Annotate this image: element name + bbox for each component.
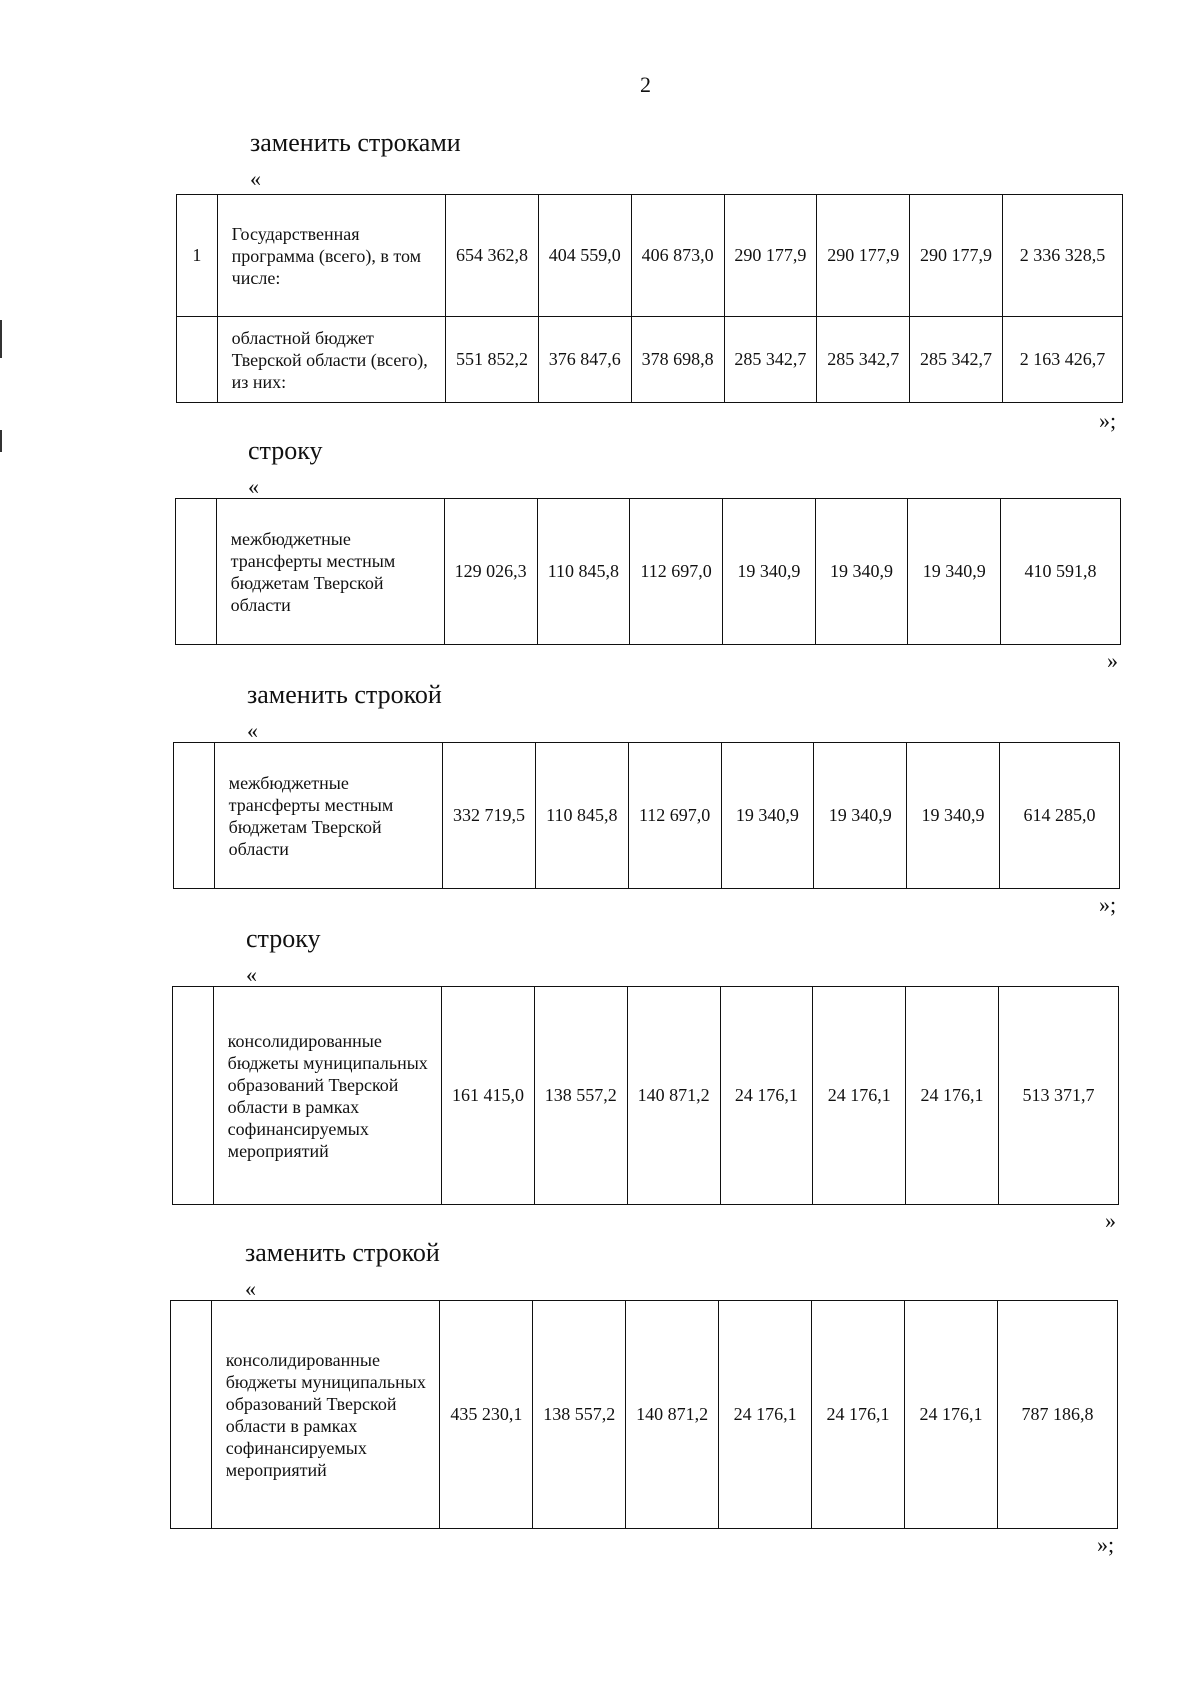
value-cell: 19 340,9 xyxy=(722,499,815,645)
value-cell: 290 177,9 xyxy=(817,195,910,317)
value-cell: 654 362,8 xyxy=(446,195,539,317)
table-row xyxy=(177,317,1123,403)
table-row xyxy=(174,743,1120,889)
quote-close: »; xyxy=(1099,408,1117,433)
value-cell: 376 847,6 xyxy=(538,317,631,403)
value-cell: 140 871,2 xyxy=(627,987,720,1205)
quote-close: » xyxy=(1107,648,1118,673)
page-number: 2 xyxy=(640,72,651,97)
row-name: консолидированные бюджеты муниципальных образований Тверской области в рамках софинансируемых мероприятий xyxy=(213,987,441,1205)
value-cell: 138 557,2 xyxy=(534,987,627,1205)
value-cell: 112 697,0 xyxy=(628,743,721,889)
quote-open: « xyxy=(245,1276,256,1301)
value-cell: 19 340,9 xyxy=(907,743,1000,889)
row-name: областной бюджет Тверской области (всего), из них: xyxy=(217,317,445,403)
total-cell: 2 336 328,5 xyxy=(1002,195,1122,317)
quote-close: »; xyxy=(1097,1532,1115,1557)
value-cell: 285 342,7 xyxy=(817,317,910,403)
value-cell: 435 230,1 xyxy=(440,1301,533,1529)
row-number xyxy=(174,743,215,889)
value-cell: 290 177,9 xyxy=(910,195,1003,317)
quote-open: « xyxy=(248,474,259,499)
value-cell: 19 340,9 xyxy=(721,743,814,889)
scan-edge-mark xyxy=(0,320,2,358)
total-cell: 2 163 426,7 xyxy=(1002,317,1122,403)
row-number xyxy=(176,499,217,645)
value-cell: 24 176,1 xyxy=(720,987,813,1205)
table-row xyxy=(171,1301,1118,1529)
value-cell: 24 176,1 xyxy=(812,1301,905,1529)
quote-open: « xyxy=(247,718,258,743)
section-heading: строку xyxy=(246,924,321,953)
value-cell: 551 852,2 xyxy=(446,317,539,403)
value-cell: 24 176,1 xyxy=(906,987,999,1205)
quote-close: »; xyxy=(1099,892,1117,917)
value-cell: 19 340,9 xyxy=(908,499,1001,645)
value-cell: 378 698,8 xyxy=(631,317,724,403)
quote-open: « xyxy=(246,962,257,987)
value-cell: 110 845,8 xyxy=(535,743,628,889)
replacement-table xyxy=(170,1300,1118,1529)
replacement-table xyxy=(173,742,1120,889)
total-cell: 513 371,7 xyxy=(998,987,1118,1205)
total-cell: 410 591,8 xyxy=(1001,499,1121,645)
value-cell: 161 415,0 xyxy=(442,987,535,1205)
original-row-table xyxy=(172,986,1119,1205)
section-heading: строку xyxy=(248,436,323,465)
row-name: Государственная программа (всего), в том числе: xyxy=(217,195,445,317)
row-number xyxy=(173,987,214,1205)
section-heading: заменить строками xyxy=(250,128,461,157)
value-cell: 19 340,9 xyxy=(815,499,908,645)
value-cell: 19 340,9 xyxy=(814,743,907,889)
value-cell: 285 342,7 xyxy=(724,317,817,403)
table-row xyxy=(173,987,1119,1205)
value-cell: 24 176,1 xyxy=(813,987,906,1205)
value-cell: 290 177,9 xyxy=(724,195,817,317)
row-name: межбюджетные трансферты местным бюджетам Тверской области xyxy=(216,499,444,645)
value-cell: 112 697,0 xyxy=(630,499,723,645)
section-heading: заменить строкой xyxy=(245,1238,440,1267)
total-cell: 787 186,8 xyxy=(997,1301,1117,1529)
value-cell: 24 176,1 xyxy=(719,1301,812,1529)
value-cell: 140 871,2 xyxy=(626,1301,719,1529)
table-row xyxy=(177,195,1123,317)
row-name: консолидированные бюджеты муниципальных образований Тверской области в рамках софинансируемых мероприятий xyxy=(211,1301,440,1529)
value-cell: 110 845,8 xyxy=(537,499,630,645)
table-row xyxy=(176,499,1121,645)
quote-open: « xyxy=(250,166,261,191)
row-number xyxy=(171,1301,212,1529)
value-cell: 406 873,0 xyxy=(631,195,724,317)
value-cell: 138 557,2 xyxy=(533,1301,626,1529)
row-number: 1 xyxy=(177,195,218,317)
value-cell: 285 342,7 xyxy=(910,317,1003,403)
quote-close: » xyxy=(1105,1208,1116,1233)
value-cell: 24 176,1 xyxy=(904,1301,997,1529)
original-row-table xyxy=(175,498,1121,645)
value-cell: 332 719,5 xyxy=(443,743,536,889)
section-heading: заменить строкой xyxy=(247,680,442,709)
total-cell: 614 285,0 xyxy=(999,743,1119,889)
value-cell: 129 026,3 xyxy=(444,499,537,645)
value-cell: 404 559,0 xyxy=(538,195,631,317)
row-number xyxy=(177,317,218,403)
replacement-table xyxy=(176,194,1123,403)
row-name: межбюджетные трансферты местным бюджетам Тверской области xyxy=(214,743,442,889)
scan-edge-mark xyxy=(0,430,2,452)
